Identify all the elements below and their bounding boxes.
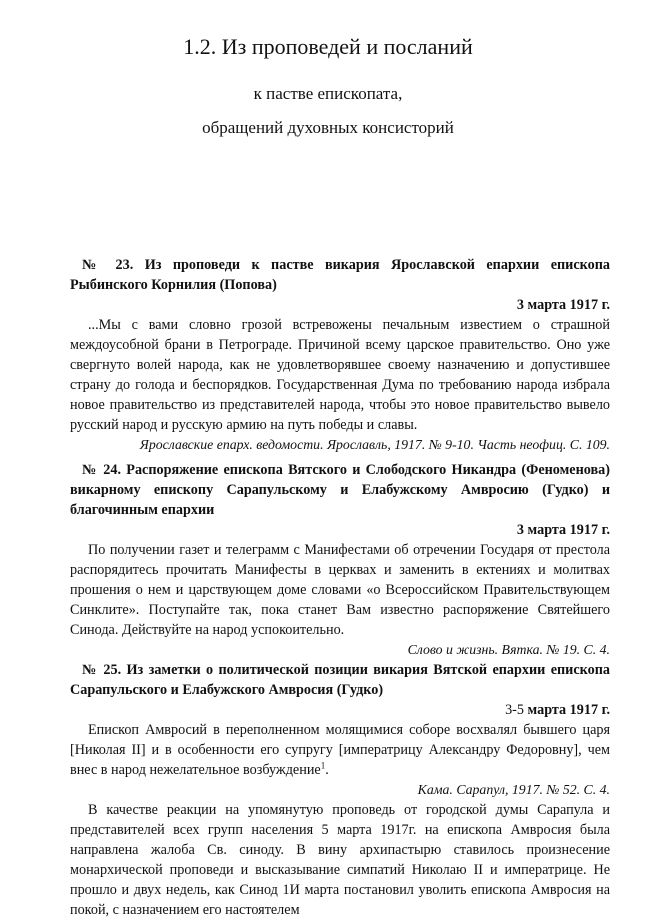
editorial-comment: В качестве реакции на упомянутую проповедь от городской думы Сарапула и представителей всех групп населения 5 марта 1917г. на епископа Амвросия была направлена жалоба Св. синоду. В вину архипастырю ставилось произнесение монархической проповеди и высказывание симпатий Николаю II и императрице. Не прошло и двух недель, как Синод 1И марта постановил уволить епископа Амвросия на покой, с назначением его настоятелем xyxy=(70,802,610,918)
document-23 xyxy=(70,255,610,455)
document-25 xyxy=(70,660,610,920)
footnote-marker: 1 xyxy=(320,760,326,771)
document-date: 3 марта 1917 г. xyxy=(516,522,610,538)
document-source: Слово и жизнь. Вятка. № 19. С. 4. xyxy=(407,642,610,657)
document-body-text: Епископ Амвросий в переполненном молящимися соборе восхвалял бывшего царя [Николая II] и в особенности его супругу [императрицу Александру Федоровну], чем внес в народ нежелательное возбуждение xyxy=(70,722,610,778)
document-heading: № 23. Из проповеди к пастве викария Ярославской епархии епископа Рыбинского Корнилия (Попова) xyxy=(70,257,610,293)
document-date xyxy=(70,700,610,720)
document-body: По получении газет и телеграмм с Манифестами об отречении Государя от престола распорядитесь прочитать Манифесты в церквах и заменить в ектениях и молитвах прошения о нем и царствующем доме словами «о Всероссийском Правительствующем Синклите». Поступайте так, пока станет Вам известно распоряжение Святейшего Синода. Действуйте на народ успокоительно. xyxy=(70,542,610,638)
document-body-end: . xyxy=(325,762,329,778)
document-heading: № 25. Из заметки о политической позиции викария Вятской епархии епископа Сарапульского и Елабужского Амвросия (Гудко) xyxy=(70,662,610,698)
document-date-main: марта 1917 г. xyxy=(527,702,610,718)
chapter-subtitle-1: к пастве епископата, xyxy=(253,84,403,103)
document-body: ...Мы с вами словно грозой встревожены печальным известием о страшной междоусобной брани в Петрограде. Причиной всему царское правительство. Оно уже свергнуто волей народа, как не удовлетворявшее своему назначению и допустившее страну до голода и беспорядков. Государственная Дума по требованию народа избрала новое правительство из представителей народа, чтобы это новое правительство вывело русский народ и русскую армию на путь победы и славы. xyxy=(70,317,610,433)
document-date: 3 марта 1917 г. xyxy=(516,297,610,313)
document-date-prefix: 3-5 xyxy=(505,702,524,718)
document-source: Кама. Сарапул, 1917. № 52. С. 4. xyxy=(417,782,610,797)
document-24 xyxy=(70,460,610,660)
chapter-title: 1.2. Из проповедей и посланий xyxy=(183,34,473,59)
document-body xyxy=(70,720,610,780)
chapter-subtitle-2: обращений духовных консисторий xyxy=(202,118,454,137)
document-source: Ярославские епарх. ведомости. Ярославль, 1917. № 9-10. Часть неофиц. С. 109. xyxy=(139,437,610,452)
document-heading: № 24. Распоряжение епископа Вятского и Слободского Никандра (Феноменова) викарному епископу Сарапульскому и Елабужскому Амвросию (Гудко) и благочинным епархии xyxy=(70,462,610,518)
